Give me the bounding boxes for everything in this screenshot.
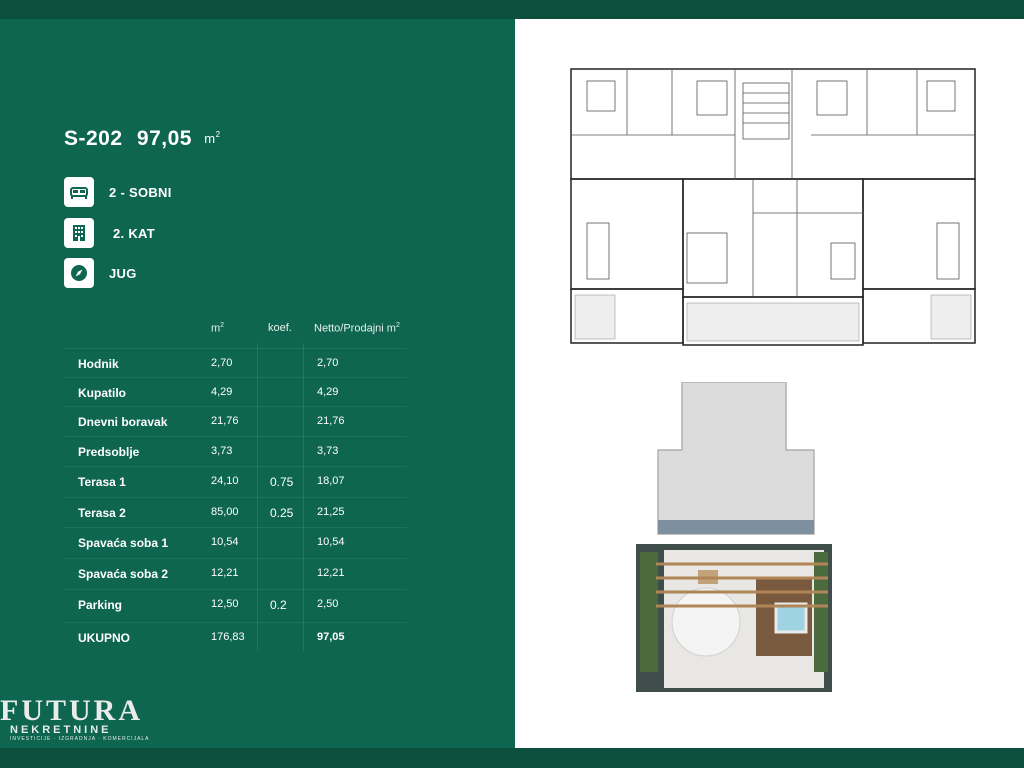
building-icon <box>64 218 94 248</box>
terrace-render-image <box>636 382 832 696</box>
bottom-bar <box>0 748 1024 768</box>
feature-floor-label: 2. KAT <box>113 225 156 241</box>
company-logo <box>0 694 150 742</box>
table-row: Parking 12,50 0.2 2,50 <box>64 589 407 620</box>
feature-orientation-label: JUG <box>109 265 137 281</box>
header-area: $m^2$ <box>211 322 225 335</box>
logo-tagline: INVESTICIJE · IZGRADNJA · KOMERCIJALA <box>10 736 150 742</box>
listing-unit: $m^2$ <box>204 130 221 146</box>
table-row: Terasa 2 85,00 0.25 21,25 <box>64 497 407 528</box>
feature-rooms <box>64 177 172 207</box>
table-row: Terasa 1 24,10 0.75 18,07 <box>64 466 407 497</box>
feature-orientation <box>64 258 137 288</box>
listing-code: S-202 <box>64 127 123 150</box>
table-row: Hodnik 2,70 2,70 <box>64 348 407 379</box>
table-row: Spavaća soba 1 10,54 10,54 <box>64 527 407 558</box>
table-row: Kupatilo 4,29 4,29 <box>64 377 407 408</box>
bed-icon <box>64 177 94 207</box>
table-row: Dnevni boravak 21,76 21,76 <box>64 406 407 437</box>
listing-title <box>64 127 221 151</box>
table-row: Predsoblje 3,73 3,73 <box>64 436 407 467</box>
logo-name: FUTURA <box>0 694 143 727</box>
header-net: Netto/Prodajni $m^2$ <box>314 322 400 335</box>
header-coef: koef. <box>268 322 292 334</box>
floor-plan-image <box>567 63 979 349</box>
top-bar <box>0 0 1024 19</box>
table-row: Spavaća soba 2 12,21 12,21 <box>64 558 407 589</box>
table-total-row: UKUPNO 176,83 97,05 <box>64 622 407 653</box>
listing-area: 97,05 <box>136 127 192 150</box>
feature-floor <box>64 218 155 248</box>
compass-icon <box>64 258 94 288</box>
logo-sub: NEKRETNINE <box>10 724 112 736</box>
feature-rooms-label: 2 - SOBNI <box>109 184 172 200</box>
